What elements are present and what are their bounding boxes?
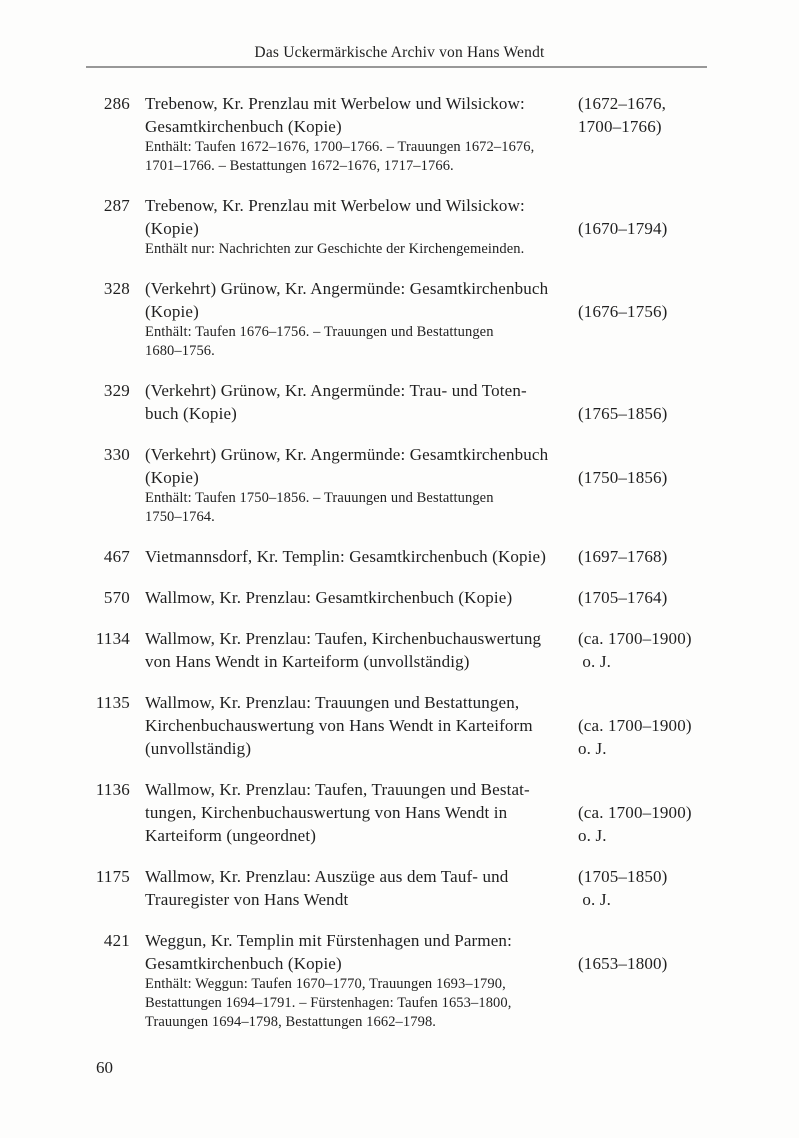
entry-title-line: (unvollständig) [145,739,252,758]
entry-note-line: 1701–1766. – Bestattungen 1672–1676, 1717–1766. [145,158,454,174]
entry [86,443,707,527]
entry-date-line: (ca. 1700–1900) [578,716,692,735]
entry-date-line: o. J. [578,652,612,671]
entry-title [145,277,578,323]
entry-title-line: Weggun, Kr. Templin mit Fürstenhagen und Parmen: [145,931,512,950]
entry-title-line: (Verkehrt) Grünow, Kr. Angermünde: Trau- und Toten- [145,381,527,400]
entry-title [145,443,578,489]
entry-main [145,443,707,489]
entry-main [145,586,707,609]
entry-title-line: Trauregister von Hans Wendt [145,890,349,909]
entry [86,865,707,911]
entry-date-line: (1670–1794) [578,219,668,238]
entry-number: 467 [103,547,130,566]
entry-main [145,691,707,760]
entry-title-line: Trebenow, Kr. Prenzlau mit Werbelow und Wilsickow: [145,94,525,113]
entry-title-line: Kirchenbuchauswertung von Hans Wendt in Karteiform [145,716,533,735]
entry-note-line: Enthält: Taufen 1676–1756. – Trauungen und Bestattungen [145,324,494,340]
entry-note-line: Bestattungen 1694–1791. – Fürstenhagen: Taufen 1653–1800, [145,995,512,1011]
entry [86,627,707,673]
entry-date-line: (1765–1856) [578,404,668,423]
entry-main [145,865,707,911]
entry-note [145,975,707,1032]
entry-note-line: Enthält: Taufen 1750–1856. – Trauungen und Bestattungen [145,490,494,506]
entry-number: 287 [103,196,130,215]
entry-date-line: (1750–1856) [578,468,668,487]
entry-date-line: o. J. [578,890,612,909]
entry [86,929,707,1032]
entry [86,778,707,847]
entry [86,379,707,425]
entry-number: 328 [103,279,130,298]
entry-note-line: Enthält nur: Nachrichten zur Geschichte der Kirchengemeinden. [145,241,525,257]
entry-main [145,194,707,240]
entry-main [145,627,707,673]
entry-note [145,489,707,527]
entry-title-line: Karteiform (ungeordnet) [145,826,317,845]
entry-title-line: Wallmow, Kr. Prenzlau: Trauungen und Bestattungen, [145,693,520,712]
entry-dates [578,545,707,568]
entry-body [145,545,707,568]
entry-title [145,929,578,975]
entry-body [145,586,707,609]
entry-number: 330 [103,445,130,464]
entry-title [145,627,578,673]
entry-title [145,865,578,911]
entry-note-line: 1680–1756. [145,343,215,359]
entry-body [145,443,707,527]
entry-note-line: Enthält: Weggun: Taufen 1670–1770, Trauungen 1693–1790, [145,976,506,992]
entry [86,691,707,760]
entry-dates [578,92,707,138]
entry-date-line: o. J. [578,739,607,758]
entry-note-line: Trauungen 1694–1798, Bestattungen 1662–1798. [145,1014,437,1030]
entry-number: 570 [103,588,130,607]
entry-body [145,92,707,176]
entry-number: 329 [103,381,130,400]
entry-title-line: Trebenow, Kr. Prenzlau mit Werbelow und Wilsickow: [145,196,525,215]
entry [86,194,707,259]
entry-note [145,240,707,259]
entry-title [145,691,578,760]
header-rule [86,66,707,68]
entry-title [145,545,578,568]
entry-date-line: 1700–1766) [578,117,662,136]
entry-title-line: tungen, Kirchenbuchauswertung von Hans Wendt in [145,803,508,822]
entry-main [145,277,707,323]
entry-dates [578,217,707,240]
entry-title-line: Wallmow, Kr. Prenzlau: Gesamtkirchenbuch (Kopie) [145,588,513,607]
entry-number: 286 [103,94,130,113]
entry [86,92,707,176]
entry [86,586,707,609]
entry-title-line: (Kopie) [145,302,199,321]
entry-date-line: (1653–1800) [578,954,668,973]
entry-main [145,92,707,138]
entry-dates [578,627,707,673]
entry-date-line: (1672–1676, [578,94,667,113]
entry-title-line: (Kopie) [145,468,199,487]
entry-date-line: (1705–1850) [578,867,668,886]
entry-title [145,92,578,138]
entry-main [145,379,707,425]
entry-title [145,778,578,847]
entry-body [145,194,707,259]
entry-dates [578,952,707,975]
entry-title [145,194,578,240]
entry-title-line: (Kopie) [145,219,199,238]
entry-number: 1135 [95,693,130,712]
entry-number: 1175 [95,867,130,886]
page-number: 60 [96,1058,113,1077]
entry-title-line: buch (Kopie) [145,404,237,423]
entry-title-line: Vietmannsdorf, Kr. Templin: Gesamtkirchenbuch (Kopie) [145,547,547,566]
entry-body [145,691,707,760]
entry [86,545,707,568]
entry-body [145,379,707,425]
entry-dates [578,865,707,911]
entry-title-line: Wallmow, Kr. Prenzlau: Auszüge aus dem Tauf- und [145,867,509,886]
entry-date-line: (1676–1756) [578,302,668,321]
entry-title-line: Gesamtkirchenbuch (Kopie) [145,117,342,136]
entry-title [145,586,578,609]
entry-body [145,627,707,673]
entry-dates [578,300,707,323]
entry-number: 1134 [95,629,130,648]
entry-dates [578,402,707,425]
entry-date-line: (1705–1764) [578,588,668,607]
entry-title-line: Wallmow, Kr. Prenzlau: Taufen, Kirchenbuchauswertung [145,629,542,648]
entry-list [86,92,707,1032]
entry-main [145,545,707,568]
entry-title [145,379,578,425]
entry-title-line: von Hans Wendt in Karteiform (unvollständig) [145,652,470,671]
entry-main [145,778,707,847]
entry-date-line: o. J. [578,826,607,845]
entry-title-line: Gesamtkirchenbuch (Kopie) [145,954,342,973]
entry-dates [578,801,707,847]
entry-title-line: (Verkehrt) Grünow, Kr. Angermünde: Gesamtkirchenbuch [145,279,549,298]
entry-body [145,865,707,911]
page-header-title: Das Uckermärkische Archiv von Hans Wendt [254,44,545,61]
entry-date-line: (ca. 1700–1900) [578,629,692,648]
entry-number: 421 [103,931,130,950]
entry [86,277,707,361]
entry-dates [578,466,707,489]
entry-note-line: 1750–1764. [145,509,215,525]
entry-body [145,277,707,361]
entry-title-line: Wallmow, Kr. Prenzlau: Taufen, Trauungen und Bestat- [145,780,530,799]
entry-dates [578,714,707,760]
entry-date-line: (ca. 1700–1900) [578,803,692,822]
page-header [0,44,799,68]
entry-note [145,323,707,361]
entry-dates [578,586,707,609]
entry-body [145,778,707,847]
entry-note [145,138,707,176]
entry-body [145,929,707,1032]
entry-date-line: (1697–1768) [578,547,668,566]
entry-number: 1136 [95,780,130,799]
entry-main [145,929,707,975]
entry-title-line: (Verkehrt) Grünow, Kr. Angermünde: Gesamtkirchenbuch [145,445,549,464]
entry-note-line: Enthält: Taufen 1672–1676, 1700–1766. – Trauungen 1672–1676, [145,139,535,155]
